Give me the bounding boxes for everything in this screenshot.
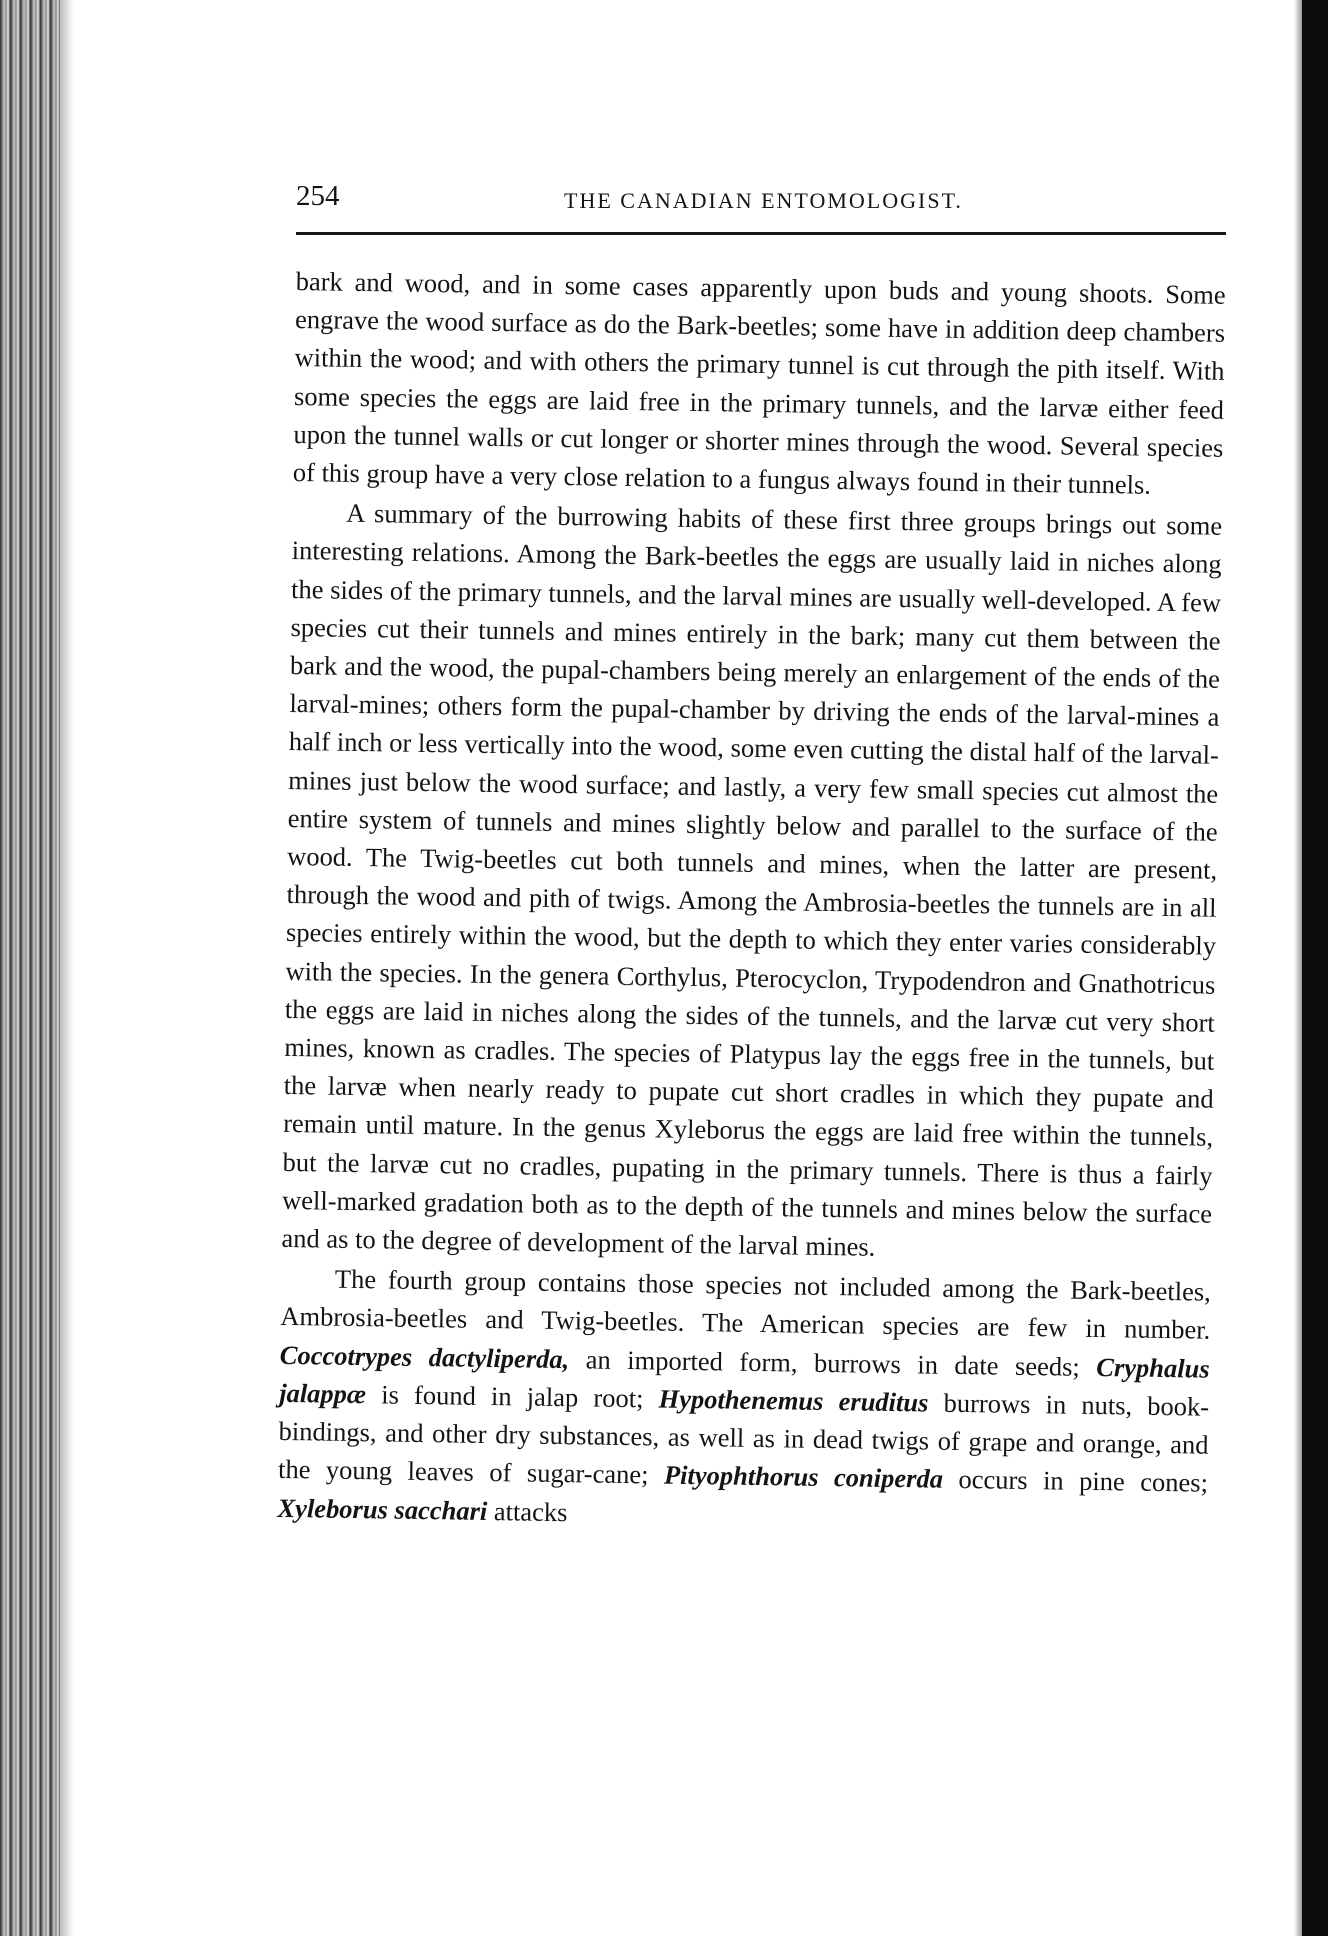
species-name: Coccotrypes dactyliperda, bbox=[279, 1339, 570, 1374]
body-text bbox=[277, 262, 1226, 1540]
species-name: Cryphalus jalappæ bbox=[279, 1351, 1210, 1410]
journal-title: THE CANADIAN ENTOMOLOGIST. bbox=[564, 188, 963, 213]
paragraph-summary: A summary of the burrowing habits of these first three groups brings out some interesting relations. Among the Bark-beetles the eggs are usually laid in niches along the sides of the primary tunnels, and the larval mines are usually well-developed. A few species cut their tunnels and mines entirely in the bark; many cut them between the bark and the wood, the pupal-chambers being merely an enlargement of the ends of the larval-mines; others form the pupal-chamber by driving the ends of the larval-mines a half inch or less vertically into the wood, some even cutting the distal half of the larval-mines just below the wood surface; and lastly, a very few small species cut almost the entire system of tunnels and mines slightly below and parallel to the surface of the wood. The Twig-beetles cut both tunnels and mines, when the latter are present, through the wood and pith of twigs. Among the Ambrosia-beetles the tunnels are in all species entirely within the wood, but the depth to which they enter varies considerably with the species. In the genera Corthylus, Pterocyclon, Trypodendron and Gnathotricus the eggs are laid in niches along the sides of the tunnels, and the larvæ cut very short mines, known as cradles. The species of Platypus lay the eggs free in the tunnels, but the larvæ when nearly ready to pupate cut short cradles in which they pupate and remain until mature. In the genus Xyleborus the eggs are laid free within the tunnels, but the larvæ cut no cradles, pupating in the primary tunnels. There is thus a fairly well-marked gradation both as to the depth of the tunnels and mines below the surface and as to the degree of development of the larval mines. bbox=[281, 497, 1223, 1262]
paragraph-continued: bark and wood, and in some cases apparently upon buds and young shoots. Some engrave the wood surface as do the Bark-beetles; some have in addition deep chambers within the wood; and with others the primary tunnel is cut through the pith itself. With some species the eggs are laid free in the primary tunnels, and the larvæ either feed upon the tunnel walls or cut longer or shorter mines through the wood. Several species of this group have a very close relation to a fungus always found in their tunnels. bbox=[292, 265, 1226, 500]
text-run: is found in jalap root; bbox=[365, 1379, 659, 1414]
text-run: The fourth group contains those species not included among the Bark-beetles, Ambrosia-beetles and Twig-beetles. The American species are few in number. bbox=[280, 1263, 1212, 1346]
text-run: burrows in nuts, book-bindings, and other dry substances, as well as in dead twigs of grape and orange, and the young leaves of sugar-cane; bbox=[277, 1387, 1210, 1490]
text-run: occurs in pine cones; bbox=[942, 1464, 1209, 1498]
page-right-shadow bbox=[1294, 0, 1302, 1936]
book-spine-edge bbox=[0, 0, 60, 1936]
page-number: 254 bbox=[296, 180, 340, 212]
paragraph-fourth-group bbox=[277, 1259, 1211, 1540]
scan-right-border bbox=[1302, 0, 1328, 1936]
header-rule bbox=[296, 232, 1226, 235]
species-name: Pityophthorus coniperda bbox=[663, 1459, 944, 1495]
text-run: attacks bbox=[487, 1495, 568, 1527]
text-run: an imported form, burrows in date seeds; bbox=[569, 1343, 1097, 1382]
book-page bbox=[277, 170, 1226, 1527]
species-name: Xyleborus sacchari bbox=[277, 1492, 488, 1526]
spine-shadow bbox=[60, 0, 74, 1936]
running-head bbox=[296, 170, 1226, 222]
species-name: Hypothenemus eruditus bbox=[658, 1383, 929, 1418]
